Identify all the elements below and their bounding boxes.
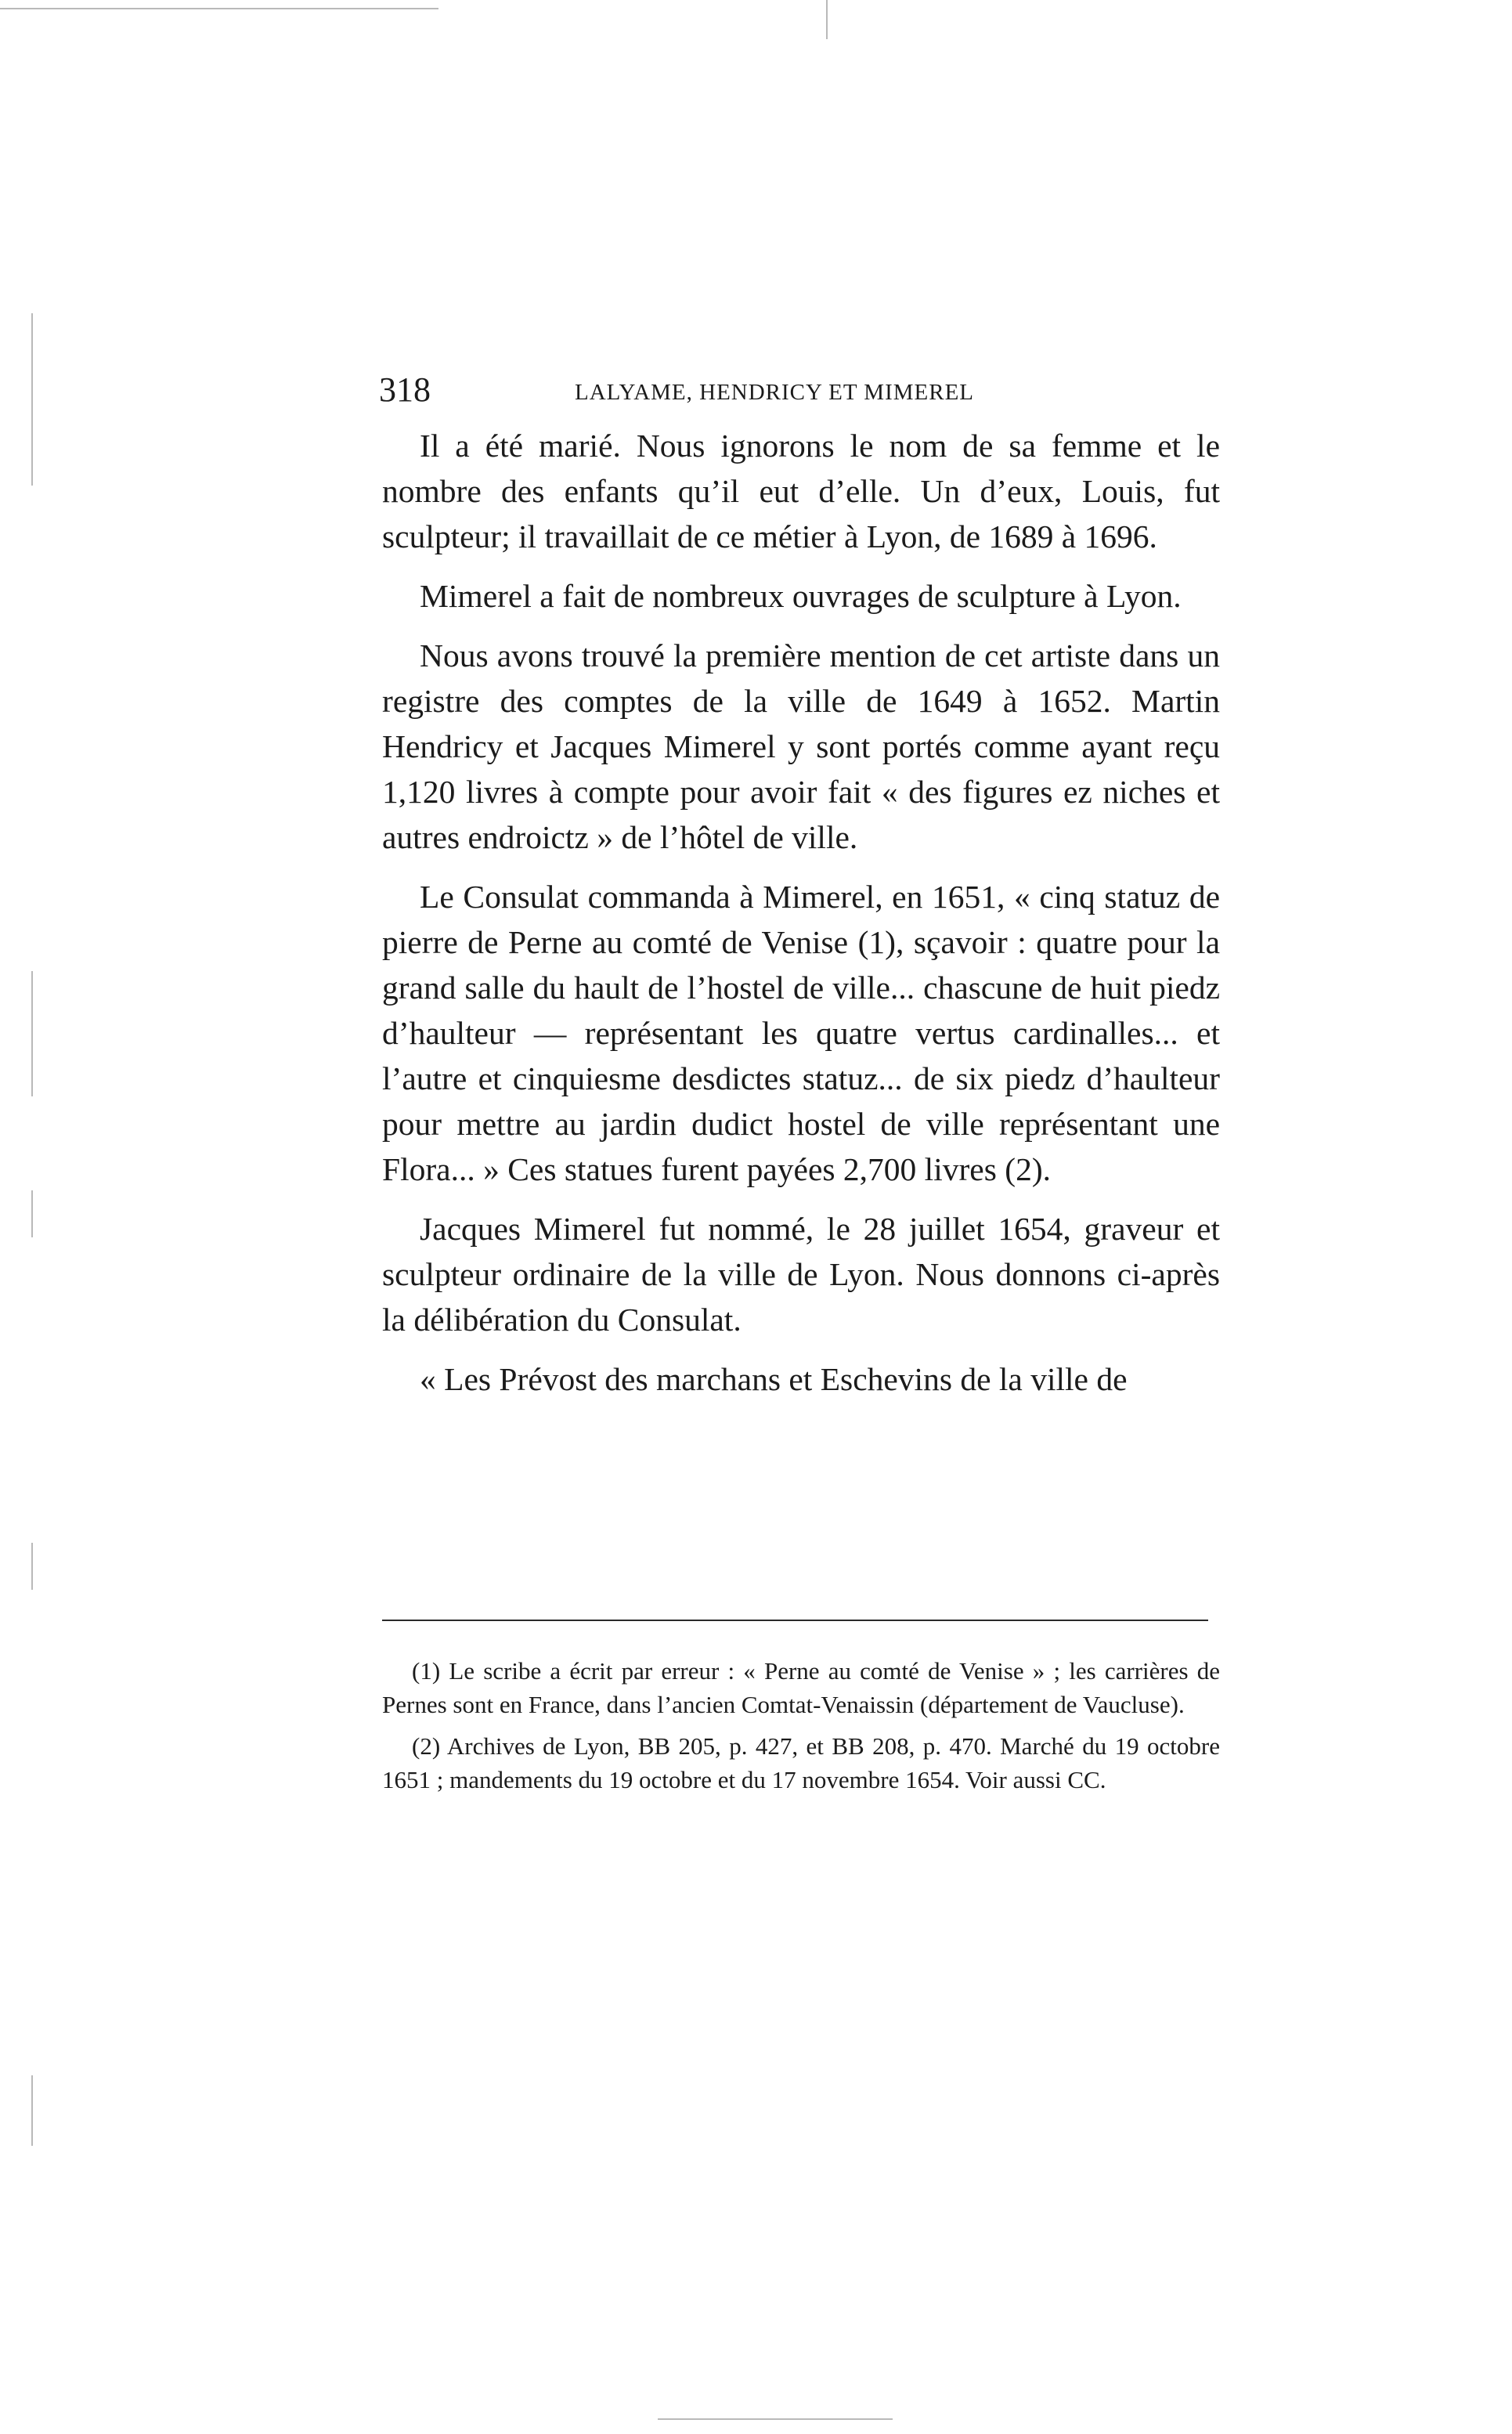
footnotes [382,1654,1220,1804]
scan-artifact-left-edge-2 [31,971,33,1096]
paragraph-consulat-commission: Le Consulat commanda à Mimerel, en 1651, « cinq statuz de pierre de Perne au comté de Venise (1), sçavoir : quatre pour la grand salle du hault de l’hostel de ville... chascune de huit piedz d’haulteur — représentant les quatre vertus cardinalles... et l’autre et cinquiesme desdictes statuz... de six piedz d’haulteur pour mettre au jardin dudict hostel de ville représentant une Flora... » Ces statues furent payées 2,700 livres (2). [382,879,1220,1187]
scan-artifact-left-edge-5 [31,2075,33,2146]
paragraph-works: Mimerel a fait de nombreux ouvrages de sculpture à Lyon. [420,578,1182,614]
footnote-1: (1) Le scribe a écrit par erreur : « Perne au comté de Venise » ; les carrières de Pernes sont en France, dans l’ancien Comtat-Venaissin (département de Vaucluse). [382,1657,1220,1718]
footnote-2: (2) Archives de Lyon, BB 205, p. 427, et BB 208, p. 470. Marché du 19 octobre 1651 ; mandements du 19 octobre et du 17 novembre 1654. Voir aussi CC. [382,1732,1220,1793]
scan-artifact-left-edge-3 [31,1190,33,1237]
page-header [379,367,1225,413]
scan-artifact-bottom-line [658,2418,893,2420]
page-number: 318 [379,370,431,409]
scan-artifact-left-edge-4 [31,1543,33,1590]
scan-artifact-top-tick [826,0,828,39]
scan-artifact-top-line [0,8,438,9]
main-text [382,423,1220,1416]
paragraph-first-mention: Nous avons trouvé la première mention de cet artiste dans un registre des comptes de la ville de 1649 à 1652. Martin Hendricy et Jacques Mimerel y sont portés comme ayant reçu 1,120 livres à compte pour avoir fait « des figures ez niches et autres endroictz » de l’hôtel de ville. [382,637,1220,855]
running-title: LALYAME, HENDRICY ET MIMEREL [575,380,975,405]
paragraph-deliberation-start: « Les Prévost des marchans et Eschevins de la ville de [420,1361,1128,1397]
footnote-separator [382,1620,1208,1621]
paragraph-appointment: Jacques Mimerel fut nommé, le 28 juillet 1654, graveur et sculpteur ordinaire de la ville de Lyon. Nous donnons ci-après la délibération du Consulat. [382,1211,1220,1338]
scan-artifact-left-edge-1 [31,313,33,486]
paragraph-marriage: Il a été marié. Nous ignorons le nom de sa femme et le nombre des enfants qu’il eut d’elle. Un d’eux, Louis, fut sculpteur; il travaillait de ce métier à Lyon, de 1689 à 1696. [382,428,1220,554]
